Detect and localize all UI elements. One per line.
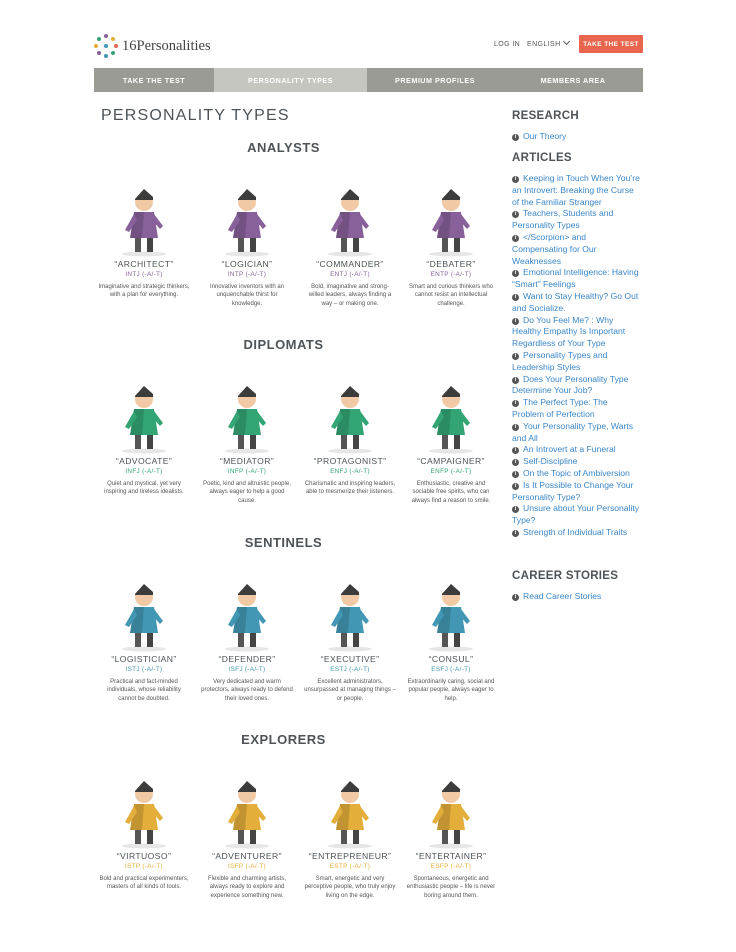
article-link[interactable] bbox=[512, 350, 640, 374]
type-code: ENTP (-A/-T) bbox=[430, 271, 472, 278]
character-illustration bbox=[109, 764, 179, 849]
info-icon: i bbox=[512, 353, 519, 360]
type-name: “MEDIATOR” bbox=[219, 456, 275, 466]
site-header bbox=[94, 32, 643, 62]
type-name: “ENTERTAINER” bbox=[415, 851, 487, 861]
type-code: INTP (-A/-T) bbox=[227, 271, 267, 278]
type-card-enfj[interactable] bbox=[304, 369, 396, 497]
character-illustration bbox=[109, 567, 179, 652]
article-link[interactable] bbox=[512, 397, 640, 421]
info-icon: i bbox=[512, 134, 519, 141]
nav-take-the-test[interactable]: TAKE THE TEST bbox=[122, 75, 186, 85]
type-description: Smart and curious thinkers who cannot resist an intellectual challenge. bbox=[408, 284, 494, 307]
type-description: Smart, energetic and very perceptive people, who truly enjoy living on the edge. bbox=[304, 876, 396, 899]
type-code: INFP (-A/-T) bbox=[227, 468, 267, 475]
info-icon: i bbox=[512, 294, 519, 301]
type-code: INFJ (-A/-T) bbox=[125, 468, 163, 475]
info-icon: i bbox=[512, 471, 519, 478]
research-link-our-theory[interactable]: i Our Theory bbox=[512, 131, 640, 143]
type-name: “EXECUTIVE” bbox=[320, 654, 380, 664]
type-card-intj[interactable] bbox=[98, 172, 190, 300]
type-code: ENFJ (-A/-T) bbox=[330, 468, 370, 475]
main-nav bbox=[94, 68, 643, 92]
type-description: Excellent administrators, unsurpassed at managing things – or people. bbox=[304, 679, 396, 702]
article-link[interactable] bbox=[512, 421, 640, 445]
group-title-analysts: ANALYSTS bbox=[247, 140, 320, 155]
character-illustration bbox=[416, 764, 486, 849]
article-title: Teachers, Students and Personality Types bbox=[512, 208, 614, 231]
info-icon: i bbox=[512, 270, 519, 277]
article-link[interactable] bbox=[512, 480, 640, 504]
group-title-sentinels: SENTINELS bbox=[244, 535, 323, 550]
research-heading: RESEARCH bbox=[512, 110, 579, 122]
nav-members-area[interactable]: MEMBERS AREA bbox=[540, 75, 606, 85]
article-link[interactable] bbox=[512, 232, 640, 267]
article-title: On the Topic of Ambiversion bbox=[523, 467, 630, 478]
type-description: Spontaneous, energetic and enthusiastic people – life is never boring around them. bbox=[406, 876, 496, 899]
article-title: Self-Discipline bbox=[523, 456, 578, 467]
type-card-estj[interactable] bbox=[304, 567, 396, 703]
type-card-isfp[interactable] bbox=[201, 764, 293, 900]
logo-icon bbox=[94, 34, 118, 58]
nav-premium-profiles[interactable]: PREMIUM PROFILES bbox=[395, 75, 475, 85]
character-illustration bbox=[416, 567, 486, 652]
logo[interactable] bbox=[94, 34, 211, 58]
character-illustration bbox=[416, 369, 486, 454]
type-description: Innovative inventors with an unquenchable thirst for knowledge. bbox=[209, 284, 285, 307]
type-card-enfp[interactable] bbox=[405, 369, 497, 505]
type-card-entp[interactable] bbox=[405, 172, 497, 308]
type-card-infj[interactable] bbox=[98, 369, 190, 497]
type-description: Bold and practical experimenters, masters of all kinds of tools. bbox=[99, 876, 189, 891]
article-title: Is It Possible to Change Your Personality Type? bbox=[512, 479, 634, 502]
article-title: An Introvert at a Funeral bbox=[523, 444, 616, 455]
character-illustration bbox=[416, 172, 486, 257]
character-illustration bbox=[109, 172, 179, 257]
article-link[interactable] bbox=[512, 527, 640, 539]
article-link[interactable] bbox=[512, 291, 640, 315]
character-illustration bbox=[315, 369, 385, 454]
type-description: Practical and fact-minded individuals, whose reliability cannot be doubted. bbox=[107, 679, 181, 702]
type-name: “VIRTUOSO” bbox=[116, 851, 172, 861]
login-link[interactable]: LOG IN bbox=[494, 41, 521, 48]
type-card-esfp[interactable] bbox=[405, 764, 497, 900]
logo-text: 16Personalities bbox=[122, 37, 211, 54]
type-name: “ADVOCATE” bbox=[115, 456, 173, 466]
info-icon: i bbox=[512, 459, 519, 466]
type-description: Very dedicated and warm protectors, always ready to defend their loved ones. bbox=[201, 679, 293, 702]
info-icon: i bbox=[512, 424, 519, 431]
research-list bbox=[512, 131, 640, 143]
article-title: Emotional Intelligence: Having “Smart” Feelings bbox=[512, 267, 639, 290]
type-card-entj[interactable] bbox=[304, 172, 396, 308]
page-title: PERSONALITY TYPES bbox=[101, 107, 290, 124]
type-name: “ADVENTURER” bbox=[212, 851, 282, 861]
type-code: ESFP (-A/-T) bbox=[430, 863, 472, 870]
type-name: “LOGISTICIAN” bbox=[111, 654, 177, 664]
type-name: “DEBATER” bbox=[426, 259, 476, 269]
character-illustration bbox=[315, 764, 385, 849]
character-illustration bbox=[212, 369, 282, 454]
info-icon: i bbox=[512, 447, 519, 454]
type-code: ESTJ (-A/-T) bbox=[330, 666, 370, 673]
article-link[interactable] bbox=[512, 267, 640, 291]
article-link[interactable] bbox=[512, 503, 640, 527]
type-description: Imaginative and strategic thinkers, with a plan for everything. bbox=[98, 284, 190, 299]
type-code: ISFJ (-A/-T) bbox=[228, 666, 266, 673]
article-title: Keeping in Touch When You’re an Introvert: Breaking the Curse of the Familiar Stranger bbox=[512, 173, 640, 207]
info-icon: i bbox=[512, 483, 519, 490]
character-illustration bbox=[212, 567, 282, 652]
article-title: Strength of Individual Traits bbox=[523, 526, 628, 537]
article-link[interactable] bbox=[512, 374, 640, 398]
type-description: Flexible and charming artists, always ready to explore and experience something new. bbox=[207, 876, 287, 899]
chevron-down-icon bbox=[562, 38, 569, 45]
info-icon: i bbox=[512, 318, 519, 325]
take-the-test-button[interactable]: TAKE THE TEST bbox=[579, 35, 643, 53]
article-link[interactable] bbox=[512, 456, 640, 468]
type-card-esfj[interactable] bbox=[405, 567, 497, 703]
info-icon: i bbox=[512, 506, 519, 513]
group-title-explorers: EXPLORERS bbox=[241, 732, 326, 747]
article-link[interactable] bbox=[512, 468, 640, 480]
nav-personality-types[interactable]: PERSONALITY TYPES bbox=[214, 68, 367, 92]
language-selector[interactable] bbox=[527, 41, 569, 48]
article-link[interactable] bbox=[512, 173, 640, 208]
type-description: Charismatic and inspiring leaders, able to mesmerize their listeners. bbox=[304, 481, 396, 496]
type-code: ISFP (-A/-T) bbox=[228, 863, 266, 870]
type-description: Bold, imaginative and strong-willed leaders, always finding a way – or making one. bbox=[308, 284, 392, 307]
type-description: Extraordinarily caring, social and popular people, always eager to help. bbox=[407, 679, 495, 702]
article-title: Want to Stay Healthy? Go Out and Socialize. bbox=[512, 290, 639, 313]
career-list bbox=[512, 591, 640, 603]
type-name: “COMMANDER” bbox=[316, 259, 384, 269]
type-name: “DEFENDER” bbox=[218, 654, 276, 664]
type-name: “CONSUL” bbox=[428, 654, 474, 664]
character-illustration bbox=[212, 172, 282, 257]
type-code: ENTJ (-A/-T) bbox=[330, 271, 370, 278]
type-code: ENFP (-A/-T) bbox=[430, 468, 472, 475]
type-code: INTJ (-A/-T) bbox=[125, 271, 163, 278]
article-title: Unsure about Your Personality Type? bbox=[512, 503, 640, 526]
character-illustration bbox=[109, 369, 179, 454]
character-illustration bbox=[212, 764, 282, 849]
type-code: ISTP (-A/-T) bbox=[125, 863, 163, 870]
type-name: “CAMPAIGNER” bbox=[417, 456, 485, 466]
type-code: ESFJ (-A/-T) bbox=[431, 666, 471, 673]
group-title-diplomats: DIPLOMATS bbox=[243, 337, 324, 352]
career-stories-heading: CAREER STORIES bbox=[512, 570, 619, 582]
character-illustration bbox=[315, 172, 385, 257]
language-label: ENGLISH bbox=[527, 41, 561, 48]
info-icon: i bbox=[512, 176, 519, 183]
type-name: “PROTAGONIST” bbox=[313, 456, 387, 466]
type-name: “ARCHITECT” bbox=[114, 259, 174, 269]
type-card-infp[interactable] bbox=[201, 369, 293, 505]
info-icon: i bbox=[512, 377, 519, 384]
type-card-intp[interactable] bbox=[201, 172, 293, 308]
article-title: Your Personality Type, Warts and All bbox=[512, 420, 634, 443]
type-name: “LOGICIAN” bbox=[221, 259, 273, 269]
type-description: Enthusiastic, creative and sociable free spirits, who can always find a reason to smile. bbox=[411, 481, 491, 504]
info-icon: i bbox=[512, 211, 519, 218]
type-card-istj[interactable] bbox=[98, 567, 190, 703]
info-icon: i bbox=[512, 530, 519, 537]
character-illustration bbox=[315, 567, 385, 652]
article-link[interactable] bbox=[512, 208, 640, 232]
article-title: Do You Feel Me? : Why Healthy Empathy Is Important Regardless of Your Type bbox=[512, 314, 626, 349]
career-link-read-stories[interactable]: i Read Career Stories bbox=[512, 591, 640, 603]
articles-heading: ARTICLES bbox=[512, 152, 572, 164]
type-description: Poetic, kind and altruistic people, always eager to help a good cause. bbox=[203, 481, 291, 504]
article-link[interactable] bbox=[512, 315, 640, 350]
article-title: Personality Types and Leadership Styles bbox=[512, 349, 608, 372]
info-icon: i bbox=[512, 400, 519, 407]
type-card-isfj[interactable] bbox=[201, 567, 293, 703]
articles-list bbox=[512, 173, 640, 539]
article-title: Does Your Personality Type Determine Your Job? bbox=[512, 373, 629, 396]
info-icon: i bbox=[512, 594, 519, 601]
type-description: Quiet and mystical, yet very inspiring and tireless idealists. bbox=[104, 481, 184, 496]
type-card-estp[interactable] bbox=[304, 764, 396, 900]
info-icon: i bbox=[512, 235, 519, 242]
type-code: ESTP (-A/-T) bbox=[329, 863, 371, 870]
article-title: The Perfect Type: The Problem of Perfection bbox=[512, 397, 608, 419]
type-name: “ENTREPRENEUR” bbox=[308, 851, 392, 861]
article-title: </Scorpion> and Compensating for Our Weaknesses bbox=[512, 231, 597, 266]
article-link[interactable] bbox=[512, 444, 640, 456]
type-code: ISTJ (-A/-T) bbox=[125, 666, 163, 673]
type-card-istp[interactable] bbox=[98, 764, 190, 892]
